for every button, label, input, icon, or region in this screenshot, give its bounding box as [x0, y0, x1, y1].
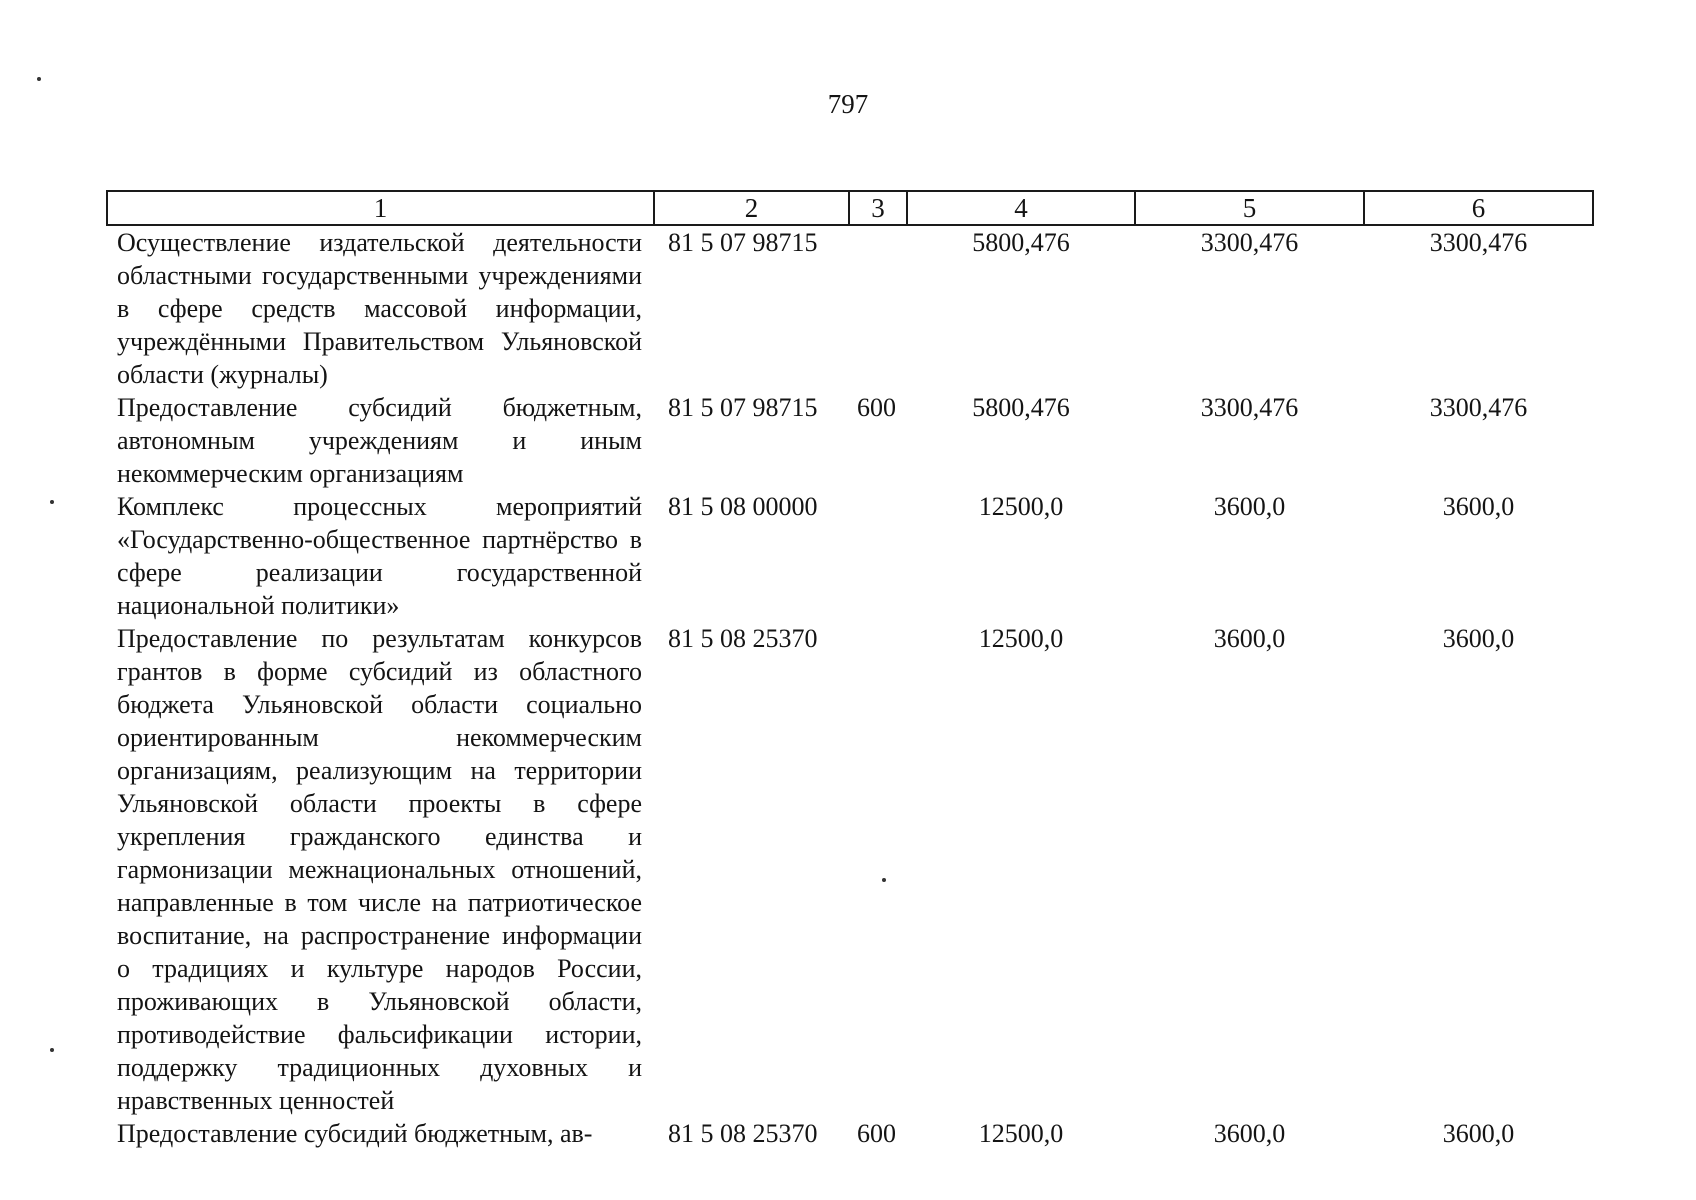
table-header	[107, 191, 1593, 225]
header-col-5: 5	[1135, 191, 1364, 225]
row-value-col4: 12500,0	[978, 492, 1064, 521]
table-body	[107, 225, 1593, 1150]
header-col-2: 2	[654, 191, 849, 225]
table-row	[107, 490, 1593, 622]
scan-speck	[50, 500, 54, 504]
row-code: 81 5 08 00000	[668, 492, 818, 521]
row-value-col4: 5800,476	[972, 393, 1070, 422]
row-name: Предоставление субсидий бюджетным, автономным учреждениям и иным некоммерческим организациям	[117, 393, 642, 488]
row-value-col5: 3600,0	[1213, 1119, 1286, 1148]
row-value-col6: 3600,0	[1442, 1119, 1515, 1148]
row-code: 81 5 07 98715	[668, 393, 818, 422]
page-number: 797	[827, 89, 869, 119]
scan-speck	[882, 878, 886, 882]
row-value-col5: 3600,0	[1213, 492, 1286, 521]
row-value-col4: 5800,476	[972, 228, 1070, 257]
row-value-col6: 3600,0	[1442, 624, 1515, 653]
row-name: Осуществление издательской деятельности областными государственными учреждениями в сфере средств массовой информации, учреждёнными Правительством Ульяновской области (журналы)	[117, 228, 642, 389]
header-row	[107, 191, 1593, 225]
scan-speck	[50, 1048, 54, 1052]
header-col-3: 3	[849, 191, 907, 225]
row-expense-type	[849, 225, 907, 391]
header-col-6: 6	[1364, 191, 1593, 225]
row-expense-type: 600	[857, 1119, 896, 1148]
budget-table	[106, 190, 1594, 1150]
row-value-col6: 3600,0	[1442, 492, 1515, 521]
row-expense-type	[849, 622, 907, 1117]
row-value-col5: 3300,476	[1200, 393, 1299, 422]
row-expense-type	[849, 490, 907, 622]
header-col-4: 4	[907, 191, 1135, 225]
table-row	[107, 391, 1593, 490]
row-value-col5: 3600,0	[1213, 624, 1286, 653]
scan-speck	[37, 77, 41, 81]
row-code: 81 5 08 25370	[668, 1119, 818, 1148]
table-row	[107, 1117, 1593, 1150]
row-value-col4: 12500,0	[978, 624, 1064, 653]
row-name: Комплекс процессных мероприятий «Государственно-общественное партнёрство в сфере реализации государственной национальной политики»	[117, 492, 642, 620]
row-value-col6: 3300,476	[1429, 393, 1528, 422]
row-name: Предоставление по результатам конкурсов грантов в форме субсидий из областного бюджета Ульяновской области социально ориентированным некоммерческим организациям, реализующим на территории Ульяновской области проекты в сфере укрепления гражданского единства и гармонизации межнациональных отношений, направленные в том числе на патриотическое воспитание, на распространение информации о традициях и культуре народов России, проживающих в Ульяновской области, противодействие фальсификации истории, поддержку традиционных духовных и нравственных ценностей	[117, 624, 642, 1115]
row-code: 81 5 07 98715	[668, 228, 818, 257]
row-code: 81 5 08 25370	[668, 624, 818, 653]
row-name: Предоставление субсидий бюджетным, ав-	[117, 1119, 593, 1148]
row-value-col4: 12500,0	[978, 1119, 1064, 1148]
row-value-col6: 3300,476	[1429, 228, 1528, 257]
table-row	[107, 622, 1593, 1117]
header-col-1: 1	[107, 191, 654, 225]
row-value-col5: 3300,476	[1200, 228, 1299, 257]
table-row	[107, 225, 1593, 391]
row-expense-type: 600	[857, 393, 896, 422]
